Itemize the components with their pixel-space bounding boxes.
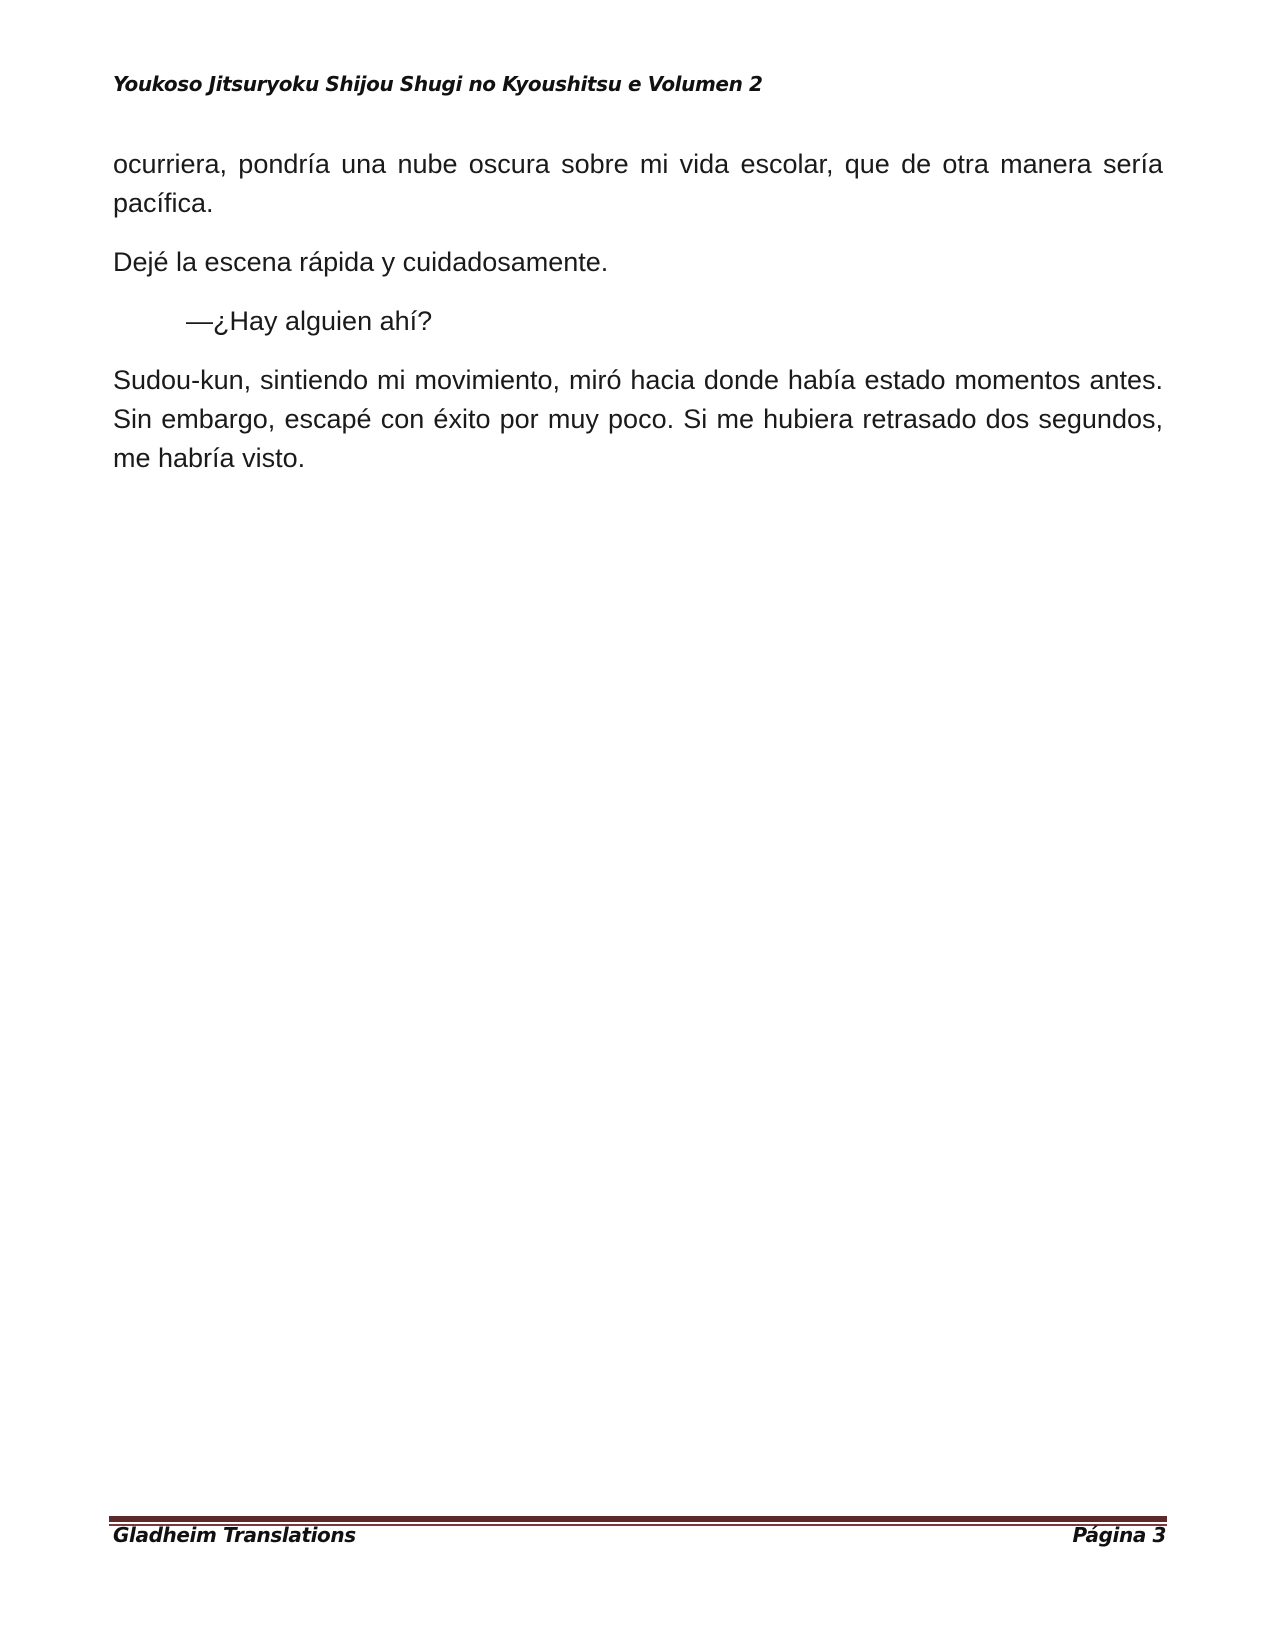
footer-rule-thick	[109, 1516, 1167, 1522]
body-text	[113, 145, 1163, 498]
paragraph: ocurriera, pondría una nube oscura sobre mi vida escolar, que de otra manera sería pacífica.	[113, 149, 1163, 218]
paragraph: Sudou-kun, sintiendo mi movimiento, miró hacia donde había estado momentos antes. Sin embargo, escapé con éxito por muy poco. Si me hubiera retrasado dos segundos, me habría visto.	[113, 365, 1163, 473]
running-header-title: Youkoso Jitsuryoku Shijou Shugi no Kyoushitsu e Volumen 2	[113, 72, 763, 96]
paragraph: Dejé la escena rápida y cuidadosamente.	[113, 247, 609, 277]
footer-page-number: Página 3	[1072, 1523, 1166, 1547]
dialogue-line: —¿Hay alguien ahí?	[186, 306, 433, 336]
footer-publisher: Gladheim Translations	[113, 1523, 356, 1547]
